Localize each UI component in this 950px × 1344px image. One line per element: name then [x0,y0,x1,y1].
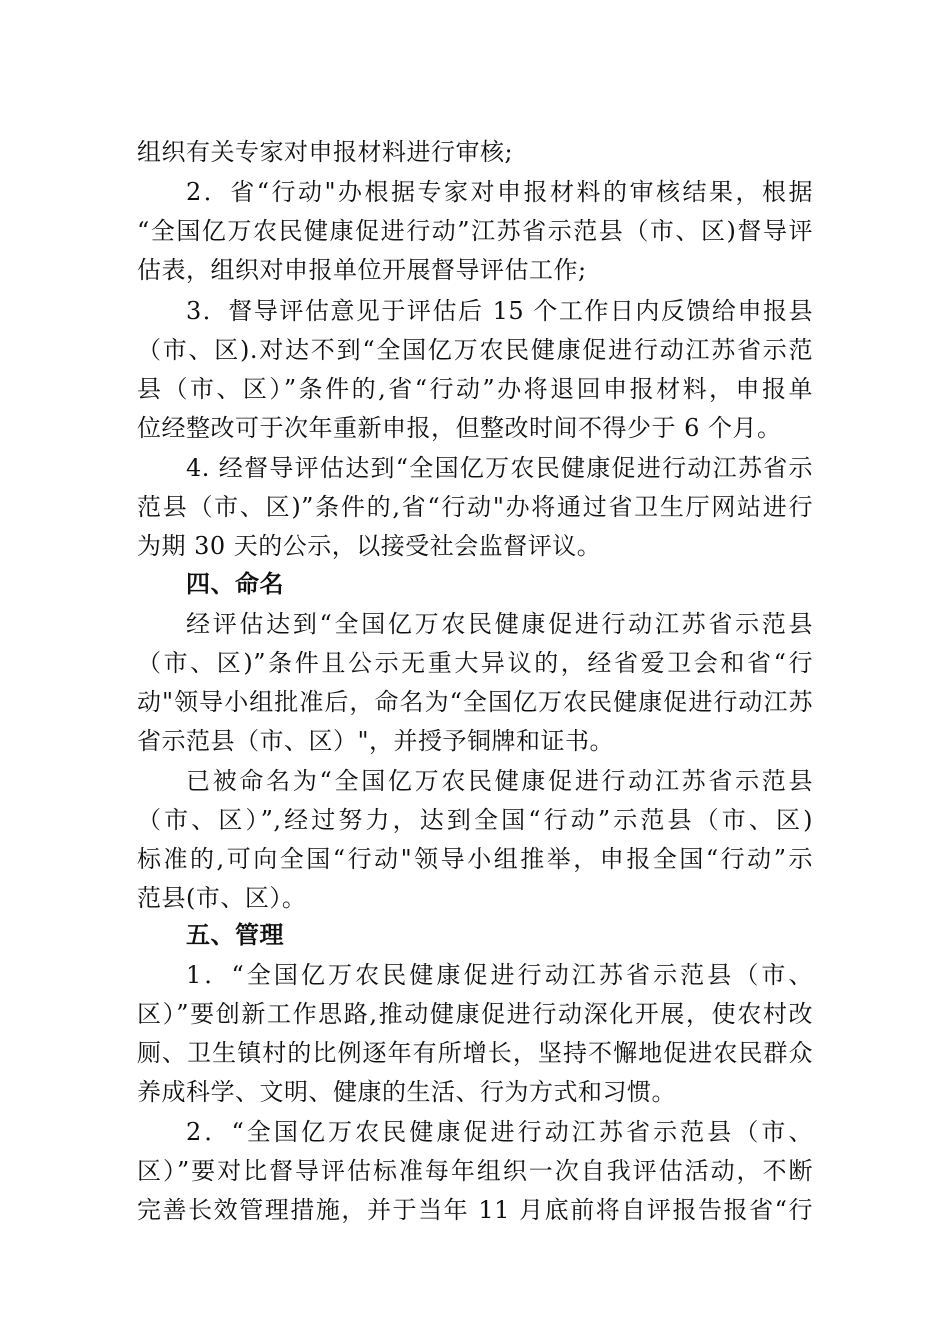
text-line: 已被命名为“全国亿万农民健康促进行动江苏省示范县 [186,767,813,795]
text-line: 区）”要创新工作思路,推动健康促进行动深化开展，使农村改 [137,1000,813,1028]
text-line: 动"领导小组批准后，命名为“全国亿万农民健康促进行动江苏 [137,688,813,716]
text-line: 3．督导评估意见于评估后 15 个工作日内反馈给申报县 [186,297,813,325]
text-line: 为期 30 天的公示，以接受社会监督评议。 [137,532,602,560]
section-heading: 四、命名 [186,569,284,598]
text-line: （市、区）”,经过努力，达到全国“行动”示范县（市、区) [137,806,813,834]
text-line: 经评估达到“全国亿万农民健康促进行动江苏省示范县 [186,610,813,638]
text-line: 县（市、区）”条件的,省“行动”办将退回申报材料，申报单 [137,375,813,403]
text-line: 范县(市、区）。 [137,884,307,912]
text-line: 范县（市、区)”条件的,省“行动"办将通过省卫生厅网站进行 [137,493,813,521]
text-line: 完善长效管理措施，并于当年 11 月底前将自评报告报省“行 [137,1196,813,1224]
text-line: 养成科学、文明、健康的生活、行为方式和习惯。 [137,1078,676,1106]
text-line: （市、区)”条件且公示无重大异议的，经省爱卫会和省“行 [137,649,813,677]
text-line: 区）”要对比督导评估标准每年组织一次自我评估活动，不断 [137,1157,813,1185]
text-line: 估表，组织对申报单位开展督导评估工作; [137,256,587,284]
text-line: 省示范县（市、区）"，并授予铜牌和证书。 [137,727,615,755]
text-line: 厕、卫生镇村的比例逐年有所增长，坚持不懈地促进农民群众 [137,1039,813,1067]
text-line: 2．省“行动"办根据专家对申报材料的审核结果，根据 [186,178,813,206]
text-line: 4. 经督导评估达到“全国亿万农民健康促进行动江苏省示 [186,454,813,482]
text-line: 1．“全国亿万农民健康促进行动江苏省示范县（市、 [186,961,813,989]
text-line: （市、区).对达不到“全国亿万农民健康促进行动江苏省示范 [137,336,813,364]
section-heading: 五、管理 [186,920,284,949]
text-line: 标准的,可向全国“行动"领导小组推举，申报全国“行动”示 [137,845,813,873]
text-line: “全国亿万农民健康促进行动”江苏省示范县（市、区)督导评 [137,217,813,245]
text-line: 组织有关专家对申报材料进行审核; [137,138,514,166]
text-line: 位经整改可于次年重新申报，但整改时间不得少于 6 个月。 [137,414,782,442]
text-line: 2．“全国亿万农民健康促进行动江苏省示范县（市、 [186,1118,813,1146]
